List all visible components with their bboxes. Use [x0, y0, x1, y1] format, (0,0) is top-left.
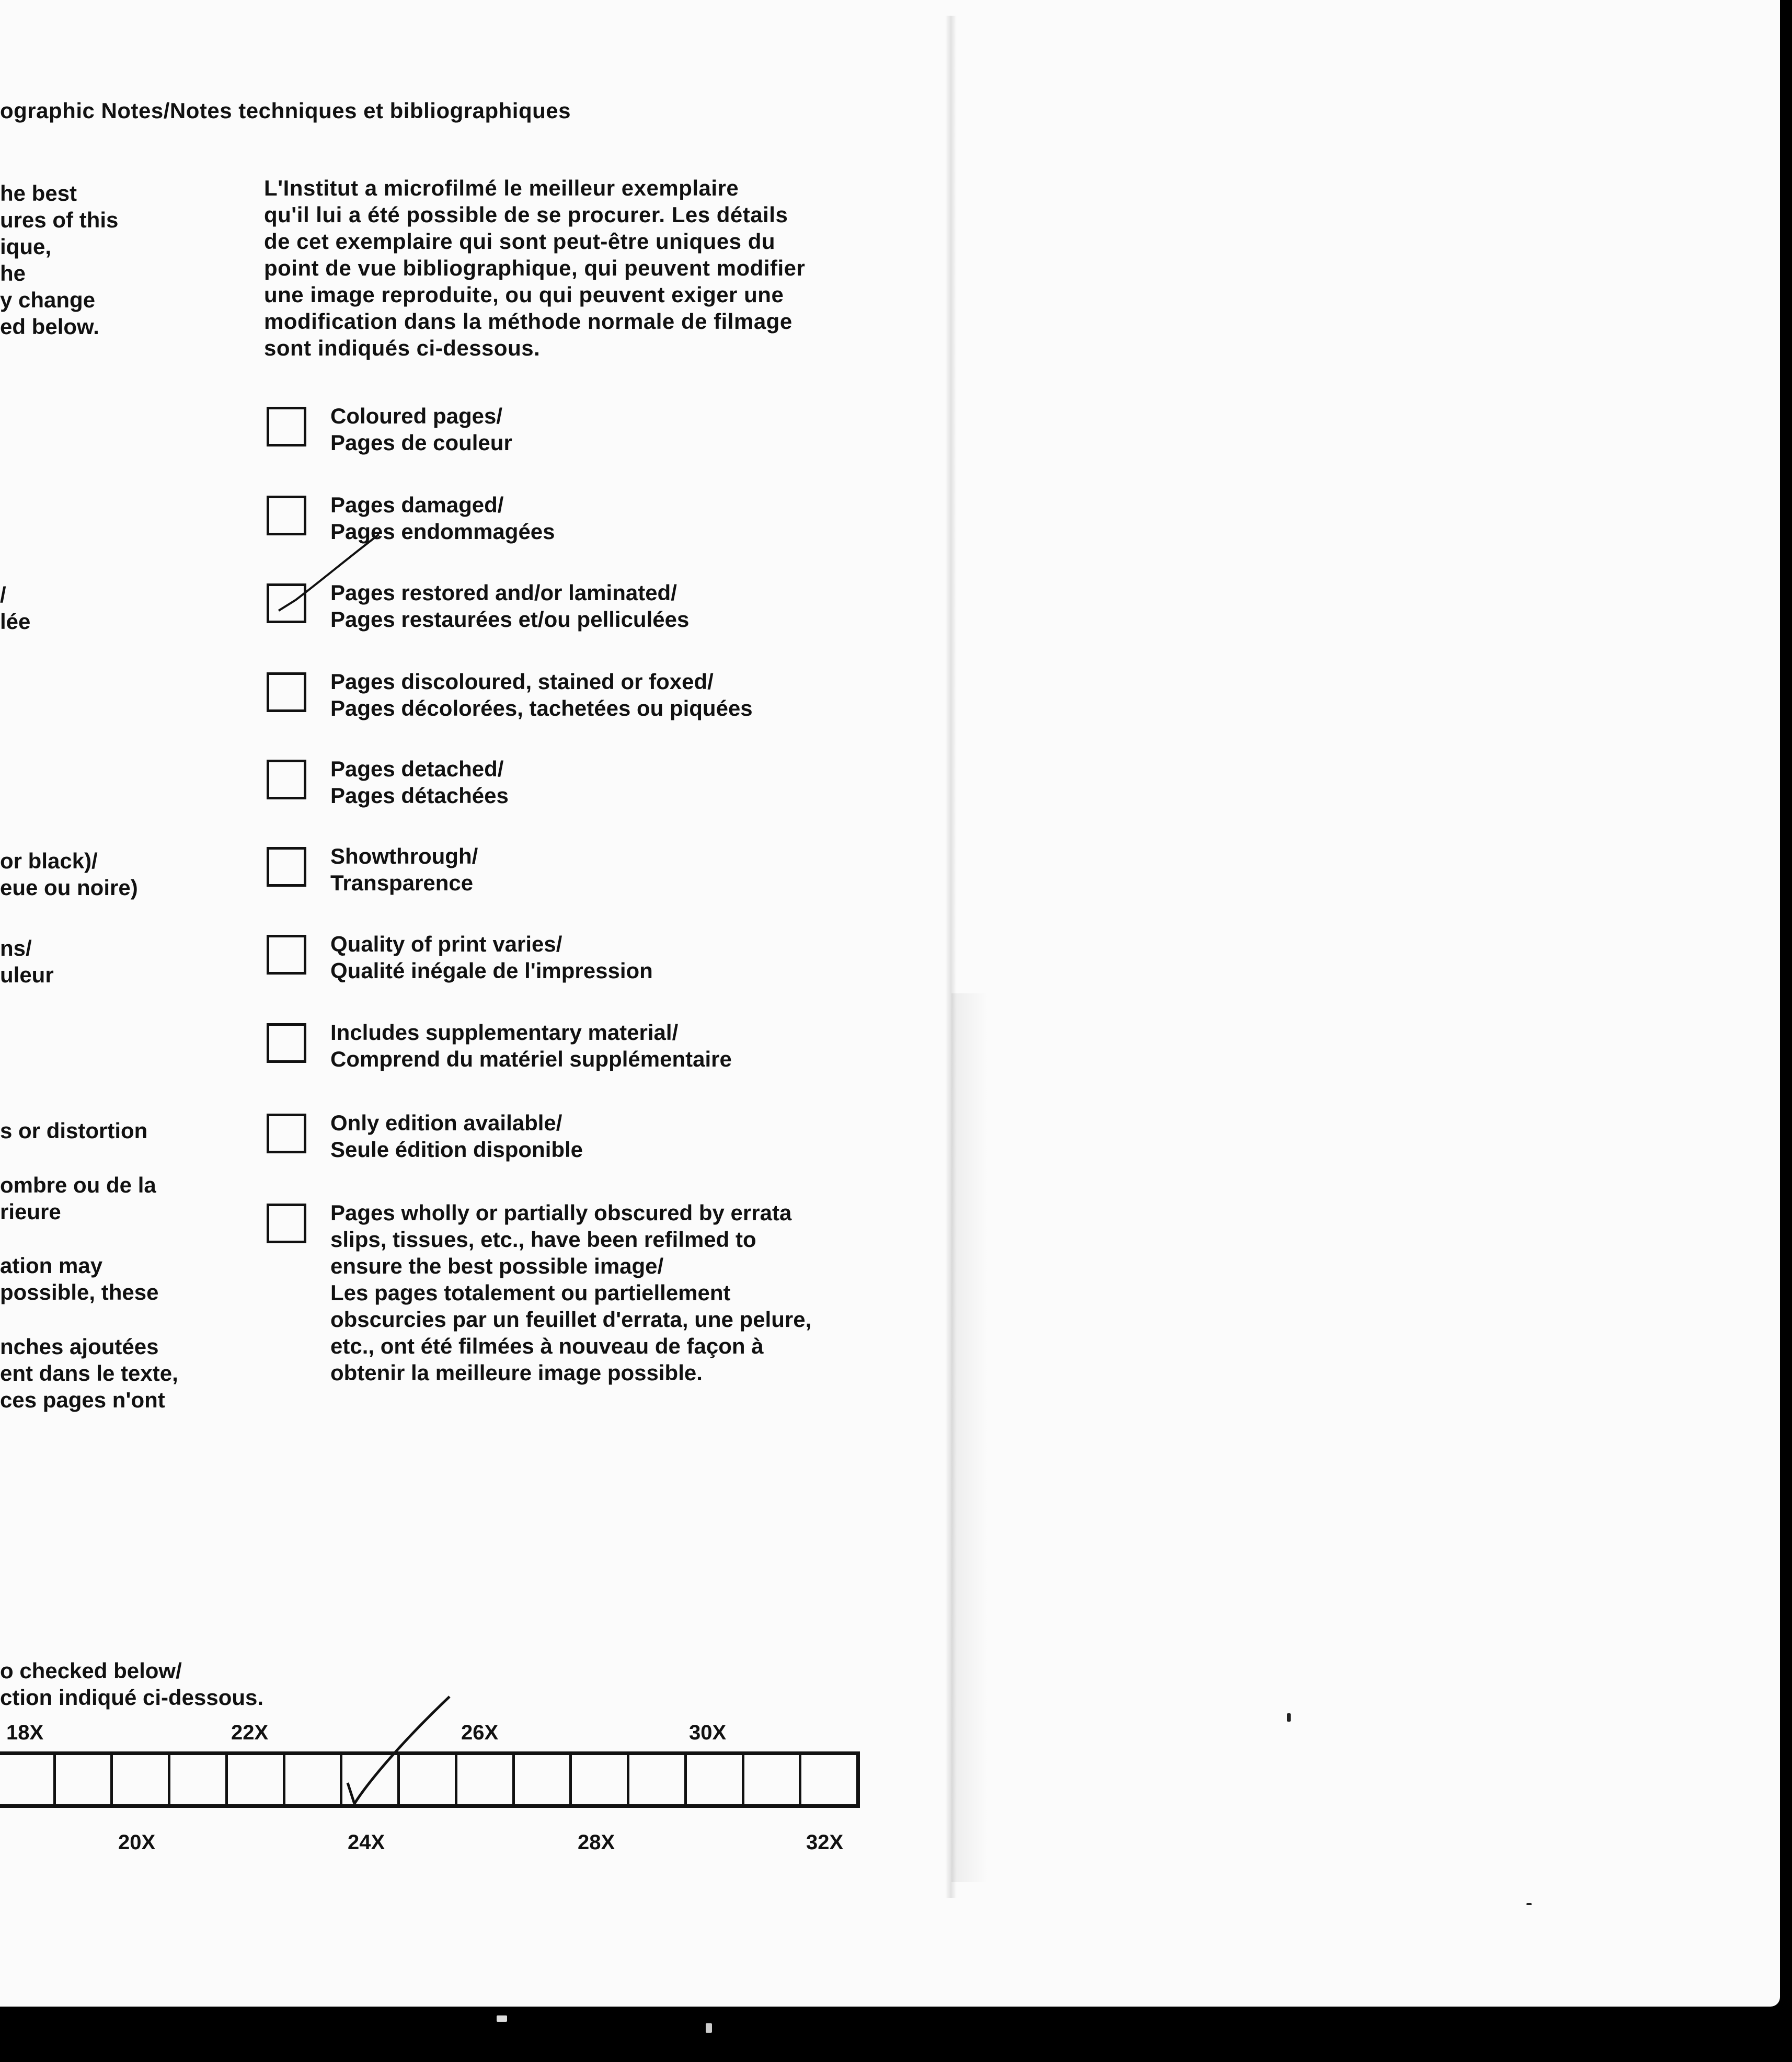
page-fold-gradient — [951, 993, 988, 1882]
checkbox[interactable] — [267, 672, 306, 712]
checkbox[interactable] — [267, 1023, 306, 1063]
dust-speck — [706, 2023, 712, 2033]
scale-cell[interactable] — [687, 1755, 744, 1804]
scale-check-mark — [345, 1694, 465, 1814]
checklist-label-line: Pages restaurées et/ou pelliculées — [330, 607, 690, 632]
scale-label-bottom: 24X — [348, 1831, 385, 1854]
checklist-label — [330, 755, 509, 809]
checklist-label-line: Seule édition disponible — [330, 1137, 583, 1162]
left-fragment: rieure — [0, 1199, 61, 1224]
checklist-label-line: Transparence — [330, 870, 474, 895]
checkbox[interactable] — [267, 760, 306, 799]
checklist-label-line: Qualité inégale de l'impression — [330, 958, 653, 983]
checklist-label-line: Showthrough/ — [330, 844, 478, 868]
scale-cell[interactable] — [457, 1755, 515, 1804]
checklist-label-line: Pages wholly or partially obscured by errata — [330, 1200, 792, 1225]
checkbox[interactable] — [267, 935, 306, 975]
checklist-label-line: Includes supplementary material/ — [330, 1020, 679, 1045]
checklist-label — [330, 1019, 732, 1072]
intro-line: point de vue bibliographique, qui peuvent modifier — [264, 256, 806, 280]
dust-speck — [1287, 1713, 1291, 1722]
reduction-line-1: o checked below/ — [0, 1658, 182, 1683]
checklist-label-line: Coloured pages/ — [330, 404, 503, 428]
scale-cell[interactable] — [515, 1755, 572, 1804]
checklist-label-line: Pages detached/ — [330, 757, 504, 781]
checklist-label-line: Comprend du matériel supplémentaire — [330, 1047, 732, 1071]
checklist-label-line: Quality of print varies/ — [330, 932, 562, 956]
checklist-label — [330, 579, 689, 633]
left-fragment: possible, these — [0, 1280, 159, 1304]
checkbox[interactable] — [267, 1114, 306, 1153]
checkbox[interactable] — [267, 407, 306, 446]
intro-line: de cet exemplaire qui sont peut-être uniques du — [264, 229, 776, 254]
dust-speck — [497, 2015, 507, 2022]
left-fragment: ces pages n'ont — [0, 1388, 165, 1412]
left-fragment: y change — [0, 288, 96, 312]
checklist-label-line: obscurcies par un feuillet d'errata, une pelure, — [330, 1307, 812, 1332]
checklist-label-line: Pages discoloured, stained or foxed/ — [330, 669, 714, 694]
scale-label-top: 30X — [689, 1721, 727, 1744]
checklist-label-line: Only edition available/ — [330, 1110, 562, 1135]
left-fragment: ed below. — [0, 314, 99, 339]
scale-cell[interactable] — [285, 1755, 343, 1804]
left-fragment: eue ou noire) — [0, 875, 138, 900]
scale-label-top: 22X — [231, 1721, 269, 1744]
scale-label-top: 26X — [461, 1721, 499, 1744]
scale-label-bottom: 20X — [118, 1831, 156, 1854]
left-fragment: lée — [0, 609, 31, 634]
reduction-line-2: ction indiqué ci-dessous. — [0, 1685, 264, 1710]
scale-cell[interactable] — [744, 1755, 802, 1804]
scale-cell[interactable] — [56, 1755, 113, 1804]
left-fragment: nches ajoutées — [0, 1334, 159, 1359]
reduction-note — [0, 1657, 263, 1711]
checklist-label-line: Pages restored and/or laminated/ — [330, 580, 677, 605]
checklist-label-line: Pages de couleur — [330, 430, 512, 455]
page-title: ographic Notes/Notes techniques et bibliographiques — [0, 98, 571, 123]
checkbox[interactable] — [267, 847, 306, 887]
intro-line: L'Institut a microfilmé le meilleur exemplaire — [264, 176, 739, 200]
intro-line: une image reproduite, ou qui peuvent exiger une — [264, 282, 784, 307]
left-fragment: / — [0, 582, 6, 607]
checklist-label — [330, 1109, 583, 1163]
checklist-label-line: Pages décolorées, tachetées ou piquées — [330, 696, 753, 720]
left-fragment: he best — [0, 181, 77, 205]
checklist-label-line: slips, tissues, etc., have been refilmed to — [330, 1227, 756, 1252]
dust-speck — [1526, 1903, 1532, 1905]
scale-cell[interactable] — [170, 1755, 228, 1804]
checklist-label-line: Pages détachées — [330, 783, 509, 808]
scale-label-bottom: 32X — [806, 1831, 844, 1854]
checklist-label — [330, 931, 653, 984]
scale-cell[interactable] — [113, 1755, 170, 1804]
left-fragment: ation may — [0, 1253, 103, 1278]
checklist-label — [330, 403, 512, 456]
left-fragment: ombre ou de la — [0, 1173, 156, 1197]
intro-line: qu'il lui a été possible de se procurer. Les détails — [264, 202, 788, 227]
checkbox[interactable] — [267, 496, 306, 535]
checklist-label-line: obtenir la meilleure image possible. — [330, 1360, 703, 1385]
intro-paragraph — [264, 175, 805, 361]
scale-cell[interactable] — [0, 1755, 56, 1804]
scale-label-bottom: 28X — [578, 1831, 615, 1854]
checklist-label-line: Les pages totalement ou partiellement — [330, 1280, 731, 1305]
checklist-label — [330, 1199, 811, 1386]
left-fragment: ique, — [0, 234, 52, 259]
checkbox[interactable] — [267, 1204, 306, 1243]
left-fragment: s or distortion — [0, 1118, 148, 1143]
left-fragment: he — [0, 261, 26, 285]
checklist-label — [330, 843, 478, 896]
left-fragment: ent dans le texte, — [0, 1361, 178, 1385]
checklist-label — [330, 668, 753, 721]
checklist-label-line: Pages damaged/ — [330, 492, 504, 517]
left-fragment: ns/ — [0, 936, 32, 960]
intro-line: sont indiqués ci-dessous. — [264, 336, 541, 360]
scale-cell[interactable] — [629, 1755, 687, 1804]
checklist-label-line: Pages endommagées — [330, 519, 555, 544]
scale-label-top: 18X — [6, 1721, 44, 1744]
scale-cell[interactable] — [228, 1755, 285, 1804]
left-fragment: or black)/ — [0, 849, 98, 873]
left-fragment: uleur — [0, 963, 54, 987]
checklist-label-line: etc., ont été filmées à nouveau de façon à — [330, 1334, 764, 1358]
checklist-label-line: ensure the best possible image/ — [330, 1254, 664, 1278]
scale-cell[interactable] — [801, 1755, 856, 1804]
scale-cell[interactable] — [572, 1755, 629, 1804]
intro-line: modification dans la méthode normale de filmage — [264, 309, 792, 334]
left-fragment: ures of this — [0, 208, 119, 232]
